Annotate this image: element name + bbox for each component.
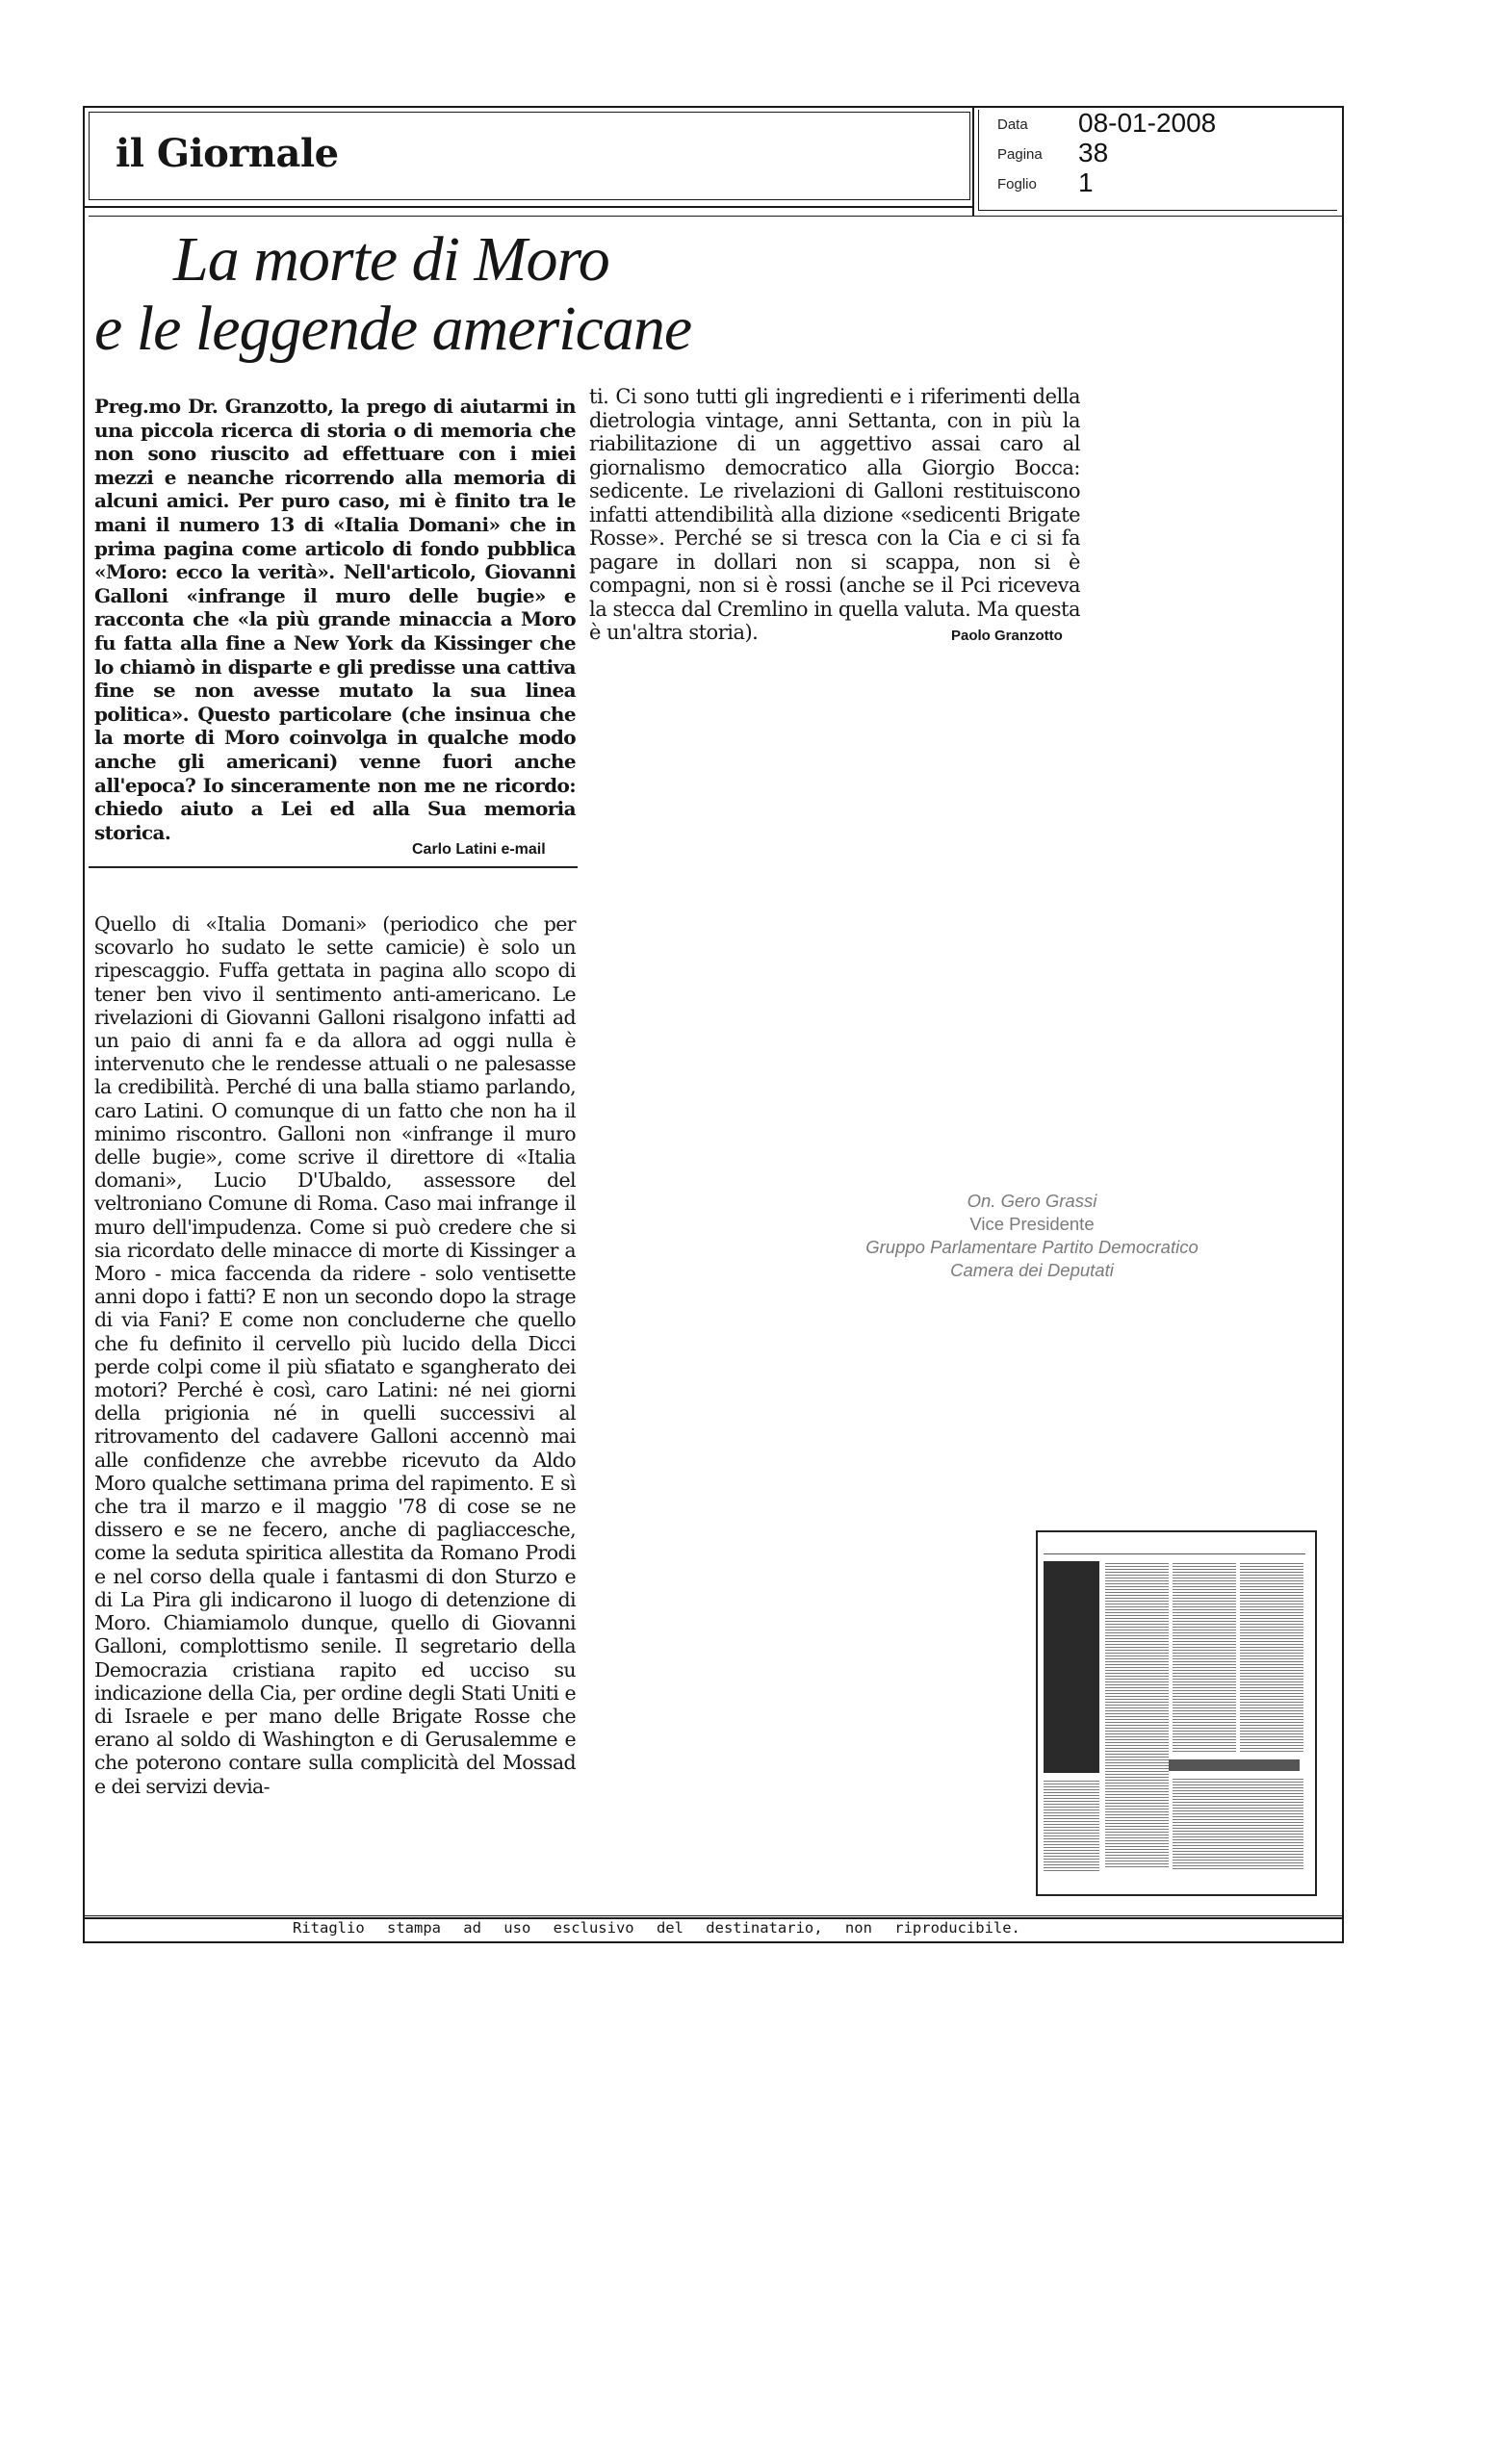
thumbnail-headline [1169,1759,1300,1771]
reader-letter: Preg.mo Dr. Granzotto, la prego di aiutarmi in una piccola ricerca di storia o di memoria che non sono riuscito ad effettuare con i miei mezzi e neanche ricorrendo alla memoria di alcuni amici. Per puro caso, mi è finito tra le mani il numero 13 di «Italia Domani» che in prima pagina come articolo di fondo pubblica «Moro: ecco la verità». Nell'articolo, Giovanni Galloni «infrange il muro delle bugie» e racconta che «la più grande minaccia a Moro fu fatta alla fine a New York da Kissinger che lo chiamò in disparte e gli predisse una cattiva fine se non avesse mutato la sua linea politica». Questo particolare (che insinua che la morte di Moro coinvolga in qualche modo anche gli americani) venne fuori anche all'epoca? Io sinceramente non me ne ricordo: chiedo aiuto a Lei ed alla Sua memoria storica. [94,395,576,844]
footer-notice-bar [83,1915,1344,1943]
editor-reply: Quello di «Italia Domani» (periodico che per scovarlo ho sudato le sette camicie) è solo un ripescaggio. Fuffa gettata in pagina allo scopo di tener ben vivo il sentimento anti-americano. Le rivelazioni di Giovanni Galloni risalgono infatti ad un paio di anni fa e da allora ad oggi nulla è intervenuto che le rendesse attuali o ne palesasse la credibilità. Perché di una balla stiamo parlando, caro Latini. O comunque di un fatto che non ha il minimo riscontro. Galloni non «infrange il muro delle bugie», come scrive il direttore di «Italia domani», Lucio D'Ubaldo, assessore del veltroniano Comune di Roma. Caso mai infrange il muro dell'impudenza. Come si può credere che si sia ricordato delle minacce di morte di Kissinger a Moro - mica faccenda da ridere - solo ventisette anni dopo i fatti? E non un secondo dopo la strage di via Fani? E come non concluderne che quello che fu definito il cervello più lucido della Dicci perde colpi come il più sfiatato e sgangherato dei motori? Perché è così, caro Latini: né nei giorni della prigionia né in quelli successivi al ritrovamento del cadavere Galloni accennò mai alle confidenze che avrebbe ricevuto da Aldo Moro qualche settimana prima del rapimento. E sì che tra il marzo e il maggio '78 di cose se ne dissero e se ne fecero, anche di pagliaccesche, come la seduta spiritica allestita da Romano Prodi e nel corso della quale i fantasmi di don Sturzo e di La Pira gli indicarono il luogo di detenzione di Moro. Chiamiamolo dunque, quello di Giovanni Galloni, complottismo senile. Il segretario della Democrazia cristiana rapito ed ucciso su indicazione della Cia, per ordine degli Stati Uniti e di Israele e per mano delle Brigate Rosse che erano al soldo di Washington e di Gerusalemme e che poterono contare sulla complicità del Mossad e dei servizi devia- [94,912,576,1798]
sheet-value: 1 [1078,167,1094,197]
reply-signature: Paolo Granzotto [951,628,1063,644]
page-value: 38 [1078,138,1109,167]
stamp-line-chamber: Camera dei Deputati [950,1260,1114,1280]
page-thumbnail [1036,1530,1317,1896]
date-value: 08-01-2008 [1078,108,1217,138]
thumbnail-text-column [1173,1561,1236,1754]
official-stamp [830,1190,1234,1282]
sheet-label: Foglio [997,176,1037,192]
thumbnail-text-column [1173,1777,1303,1869]
letter-signature: Carlo Latini e-mail [412,841,546,858]
stamp-line-role: Vice Presidente [969,1214,1095,1234]
thumbnail-header [1044,1538,1305,1554]
stamp-line-group: Gruppo Parlamentare Partito Democratico [865,1237,1199,1257]
editor-reply-continuation: ti. Ci sono tutti gli ingredienti e i riferimenti della dietrologia vintage, anni Settanta, con in più la riabilitazione di un aggettivo assai caro al giornalismo democratico alla Giorgio Bocca: sedicente. Le rivelazioni di Galloni restituiscono infatti attendibilità alla dizione «sedicenti Brigate Rosse». Perché se si tresca con la Cia e ci si fa pagare in dollari non si scappa, non si è compagni, non si è rossi (anche se il Pci riceveva la stecca dal Cremlino in quella valuta. Ma questa è un'altra storia). [589,385,1080,644]
page-label: Pagina [997,146,1043,163]
thumbnail-text-column [1044,1779,1099,1871]
newspaper-name: il Giornale [116,131,339,176]
headline-line-2: e le leggende americane [94,294,692,364]
thumbnail-text-column [1105,1561,1169,1869]
thumbnail-dark-column [1044,1561,1099,1773]
footer-notice: Ritaglio stampa ad uso esclusivo del destinatario, non riproducibile. [293,1919,1020,1937]
letter-divider [89,866,578,868]
headline-line-1: La morte di Moro [173,224,609,295]
header-divider [89,216,1336,217]
stamp-line-name: On. Gero Grassi [967,1191,1097,1211]
thumbnail-text-column [1240,1561,1303,1754]
date-label: Data [997,116,1028,133]
